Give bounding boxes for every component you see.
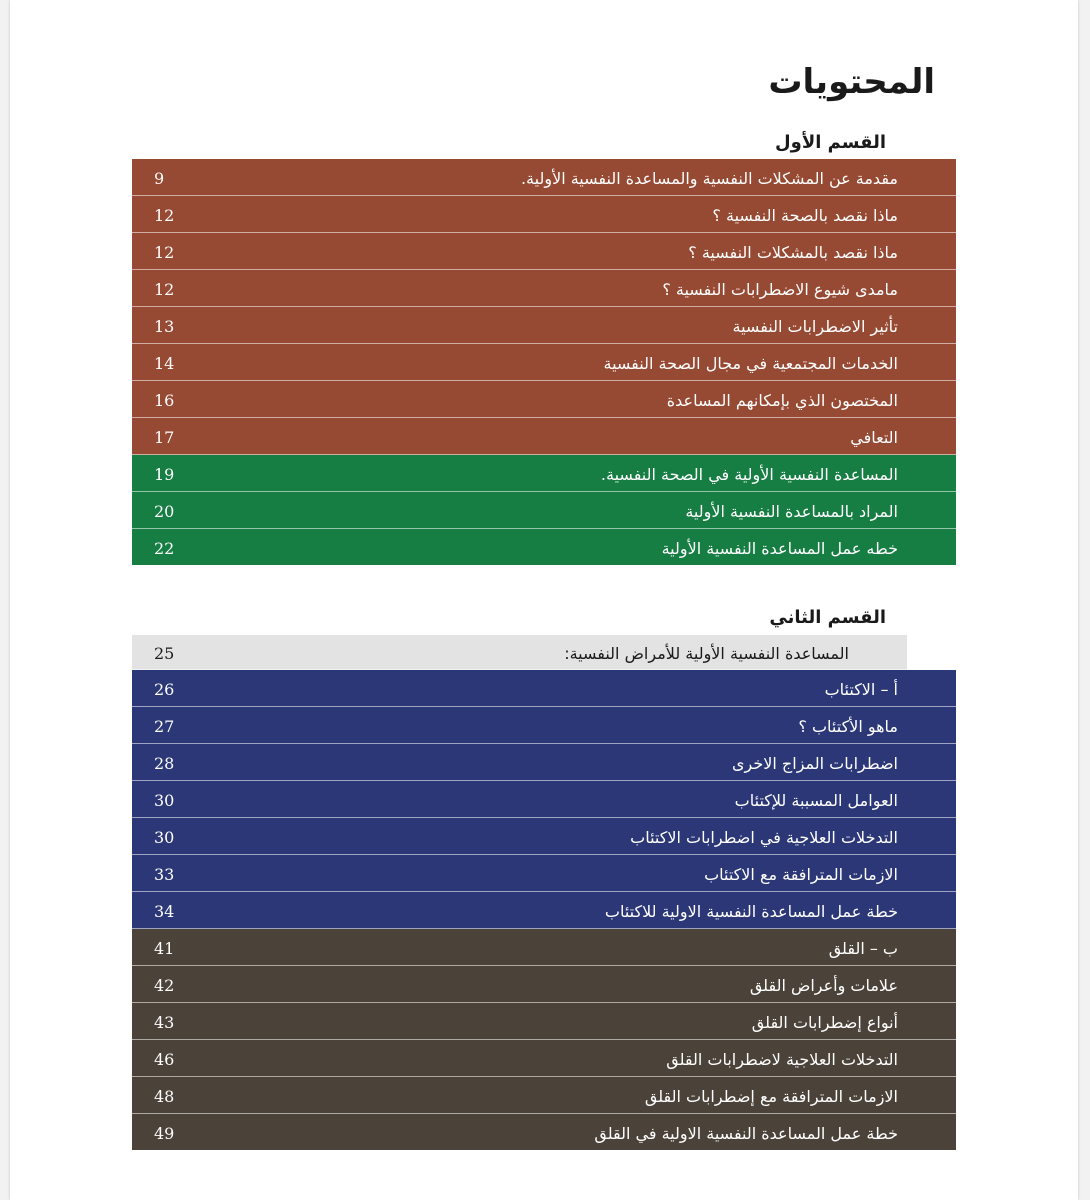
toc-page-number: 30 — [154, 828, 175, 847]
toc-row[interactable] — [132, 818, 956, 855]
toc-row[interactable] — [132, 159, 956, 196]
toc-page-number: 13 — [154, 317, 175, 336]
toc-entry-title: المراد بالمساعدة النفسية الأولية — [685, 502, 898, 521]
toc-page-number: 27 — [154, 717, 175, 736]
toc-page-number: 9 — [154, 169, 165, 188]
toc-entry-title: اضطرابات المزاج الاخرى — [732, 754, 898, 773]
toc-row[interactable] — [132, 781, 956, 818]
toc-entry-title: المساعدة النفسية الأولية في الصحة النفسية. — [600, 465, 898, 484]
toc-entry-title: التعافي — [850, 428, 898, 447]
toc-page-number: 34 — [154, 902, 175, 921]
toc-entry-title: الازمات المترافقة مع الاكتئاب — [704, 865, 898, 884]
section-1-toc — [132, 159, 956, 565]
toc-page-number: 25 — [154, 644, 175, 663]
toc-entry-title: مقدمة عن المشكلات النفسية والمساعدة النفسية الأولية. — [520, 169, 898, 188]
toc-page-number: 48 — [154, 1087, 175, 1106]
toc-page-number: 49 — [154, 1124, 175, 1143]
toc-page-number: 30 — [154, 791, 175, 810]
toc-entry-title: خطه عمل المساعدة النفسية الأولية — [661, 539, 898, 558]
toc-entry-title: ب – القلق — [828, 939, 898, 958]
toc-page-number: 17 — [154, 428, 175, 447]
toc-row[interactable] — [132, 529, 956, 565]
toc-row[interactable] — [132, 892, 956, 929]
toc-row[interactable] — [132, 929, 956, 966]
toc-page-number: 26 — [154, 680, 175, 699]
toc-page-number: 14 — [154, 354, 175, 373]
toc-row[interactable] — [132, 196, 956, 233]
toc-page-number: 12 — [154, 206, 175, 225]
toc-row[interactable] — [132, 381, 956, 418]
document-page — [10, 0, 1078, 1200]
toc-page-number: 22 — [154, 539, 175, 558]
toc-entry-title: الخدمات المجتمعية في مجال الصحة النفسية — [603, 354, 898, 373]
toc-entry-title: أنواع إضطرابات القلق — [751, 1013, 898, 1032]
toc-entry-title: الازمات المترافقة مع إضطرابات القلق — [644, 1087, 898, 1106]
toc-page-number: 19 — [154, 465, 175, 484]
toc-row[interactable] — [132, 1040, 956, 1077]
section-2-toc — [132, 635, 956, 1150]
section-1-heading: القسم الأول — [775, 132, 886, 153]
toc-entry-title: مامدى شيوع الاضطرابات النفسية ؟ — [662, 280, 898, 299]
toc-page-number: 28 — [154, 754, 175, 773]
toc-row[interactable] — [132, 307, 956, 344]
toc-entry-title: التدخلات العلاجية في اضطرابات الاكتئاب — [630, 828, 898, 847]
toc-entry-title: المختصون الذي بإمكانهم المساعدة — [666, 391, 898, 410]
page-title: المحتويات — [768, 62, 935, 102]
toc-entry-title: أ – الاكتئاب — [824, 680, 898, 699]
toc-entry-title: العوامل المسببة للإكتئاب — [734, 791, 898, 810]
toc-row[interactable] — [132, 492, 956, 529]
toc-row[interactable] — [132, 344, 956, 381]
toc-page-number: 41 — [154, 939, 175, 958]
toc-page-number: 16 — [154, 391, 175, 410]
toc-page-number: 42 — [154, 976, 175, 995]
toc-page-number: 43 — [154, 1013, 175, 1032]
toc-row[interactable] — [132, 707, 956, 744]
toc-row[interactable] — [132, 670, 956, 707]
toc-entry-title: التدخلات العلاجية لاضطرابات القلق — [666, 1050, 898, 1069]
toc-entry-title: خطة عمل المساعدة النفسية الاولية في القلق — [594, 1124, 898, 1143]
toc-row[interactable] — [132, 233, 956, 270]
toc-row[interactable] — [132, 418, 956, 455]
toc-entry-title: ماذا نقصد بالمشكلات النفسية ؟ — [688, 243, 898, 262]
toc-page-number: 33 — [154, 865, 175, 884]
toc-row[interactable] — [132, 1003, 956, 1040]
toc-row[interactable] — [132, 1114, 956, 1150]
toc-row[interactable] — [132, 1077, 956, 1114]
toc-entry-title: علامات وأعراض القلق — [749, 976, 898, 995]
toc-page-number: 12 — [154, 280, 175, 299]
section-2-heading: القسم الثاني — [769, 607, 886, 628]
toc-entry-title: خطة عمل المساعدة النفسية الاولية للاكتئاب — [604, 902, 898, 921]
toc-page-number: 46 — [154, 1050, 175, 1069]
toc-page-number: 12 — [154, 243, 175, 262]
toc-entry-title: تأثير الاضطرابات النفسية — [732, 317, 898, 336]
toc-row[interactable] — [132, 744, 956, 781]
toc-entry-title: ماذا نقصد بالصحة النفسية ؟ — [712, 206, 898, 225]
toc-row[interactable] — [132, 455, 956, 492]
toc-page-number: 20 — [154, 502, 175, 521]
toc-row[interactable] — [132, 855, 956, 892]
toc-row[interactable] — [132, 270, 956, 307]
toc-row[interactable] — [132, 966, 956, 1003]
toc-entry-title: ماهو الأكتئاب ؟ — [798, 717, 898, 736]
toc-entry-title: المساعدة النفسية الأولية للأمراض النفسية: — [564, 644, 849, 663]
toc-row[interactable] — [132, 635, 907, 670]
